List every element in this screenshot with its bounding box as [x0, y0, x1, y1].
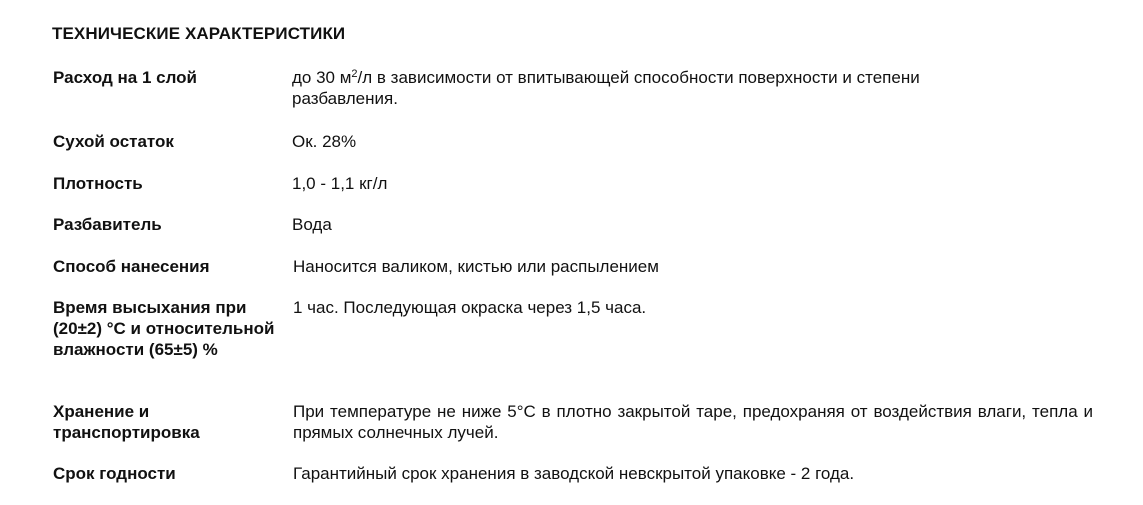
spec-value: Наносится валиком, кистью или распылением	[293, 257, 659, 276]
spec-label: Срок годности	[53, 464, 176, 483]
spec-value-prefix: до 30 м	[292, 68, 352, 87]
spec-value: Вода	[292, 215, 332, 234]
spec-value: Ок. 28%	[292, 132, 357, 151]
spec-label: Разбавитель	[53, 215, 162, 234]
spec-value	[292, 67, 1012, 109]
spec-value-suffix: /л в зависимости от впитывающей способности поверхности и степени разбавления.	[292, 68, 920, 108]
spec-value: 1,0 - 1,1 кг/л	[292, 174, 388, 193]
section-title: ТЕХНИЧЕСКИЕ ХАРАКТЕРИСТИКИ	[52, 24, 346, 43]
spec-label: Способ нанесения	[53, 257, 210, 276]
spec-value: Гарантийный срок хранения в заводской невскрытой упаковке - 2 года.	[293, 464, 855, 483]
spec-label: Время высыхания при (20±2) °С и относительной влажности (65±5) %	[53, 298, 275, 359]
spec-label: Плотность	[53, 174, 143, 193]
spec-label: Расход на 1 слой	[53, 68, 197, 87]
spec-label: Сухой остаток	[53, 132, 174, 151]
spec-label: Хранение и транспортировка	[53, 402, 200, 442]
superscript: 2	[351, 68, 358, 80]
spec-value: При температуре не ниже 5°С в плотно закрытой таре, предохраняя от воздействия влаги, тепла и прямых солнечных лучей.	[293, 402, 1093, 442]
spec-value: 1 час. Последующая окраска через 1,5 часа.	[293, 298, 647, 317]
